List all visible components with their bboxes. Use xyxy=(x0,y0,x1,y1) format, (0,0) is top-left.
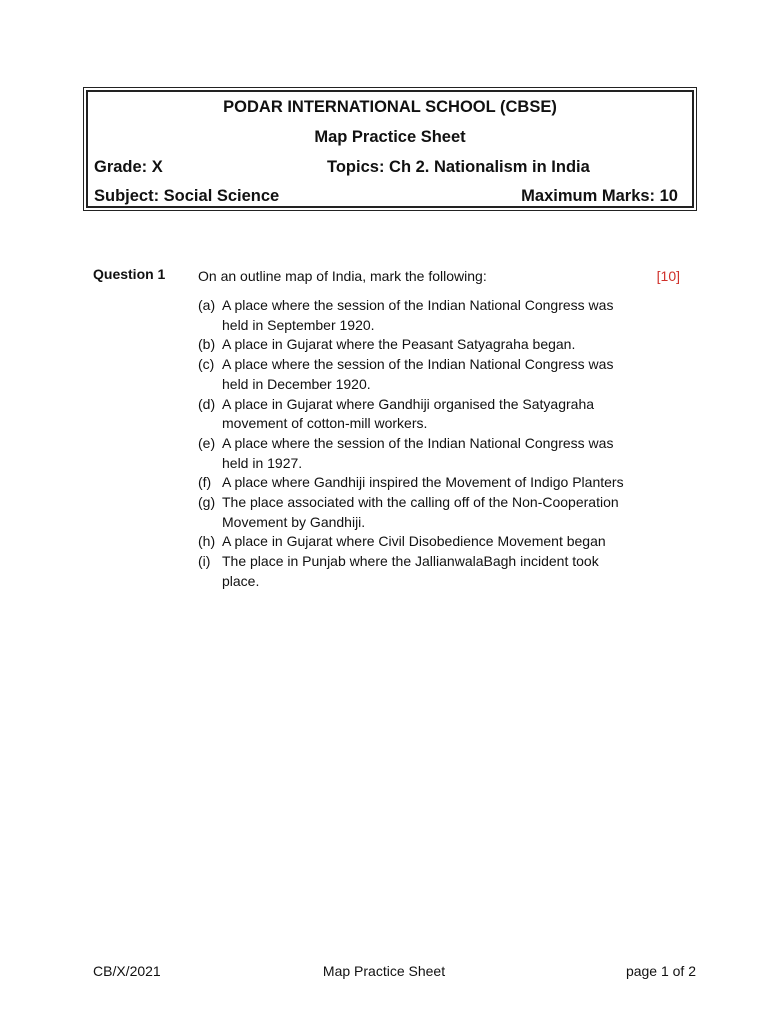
topics-label: Topics: Ch 2. Nationalism in India xyxy=(327,158,590,176)
footer-title: Map Practice Sheet xyxy=(322,963,446,979)
list-item-marker: (h) xyxy=(198,533,216,550)
header-box xyxy=(83,87,697,211)
list-item-marker: (c) xyxy=(198,356,215,373)
subject-label: Subject: Social Science xyxy=(94,187,280,205)
list-item-text: A place where Gandhiji inspired the Movement of Indigo Planters xyxy=(222,474,624,491)
list-item-marker: (b) xyxy=(198,336,216,353)
school-name: PODAR INTERNATIONAL SCHOOL (CBSE) xyxy=(223,98,557,116)
list-item-marker: (i) xyxy=(198,553,211,570)
list-item xyxy=(198,296,638,335)
list-item xyxy=(198,493,638,532)
list-item-text: The place associated with the calling off of the Non-Cooperation Movement by Gandhiji. xyxy=(222,494,619,530)
header-inner-border xyxy=(86,90,694,208)
footer-code: CB/X/2021 xyxy=(93,963,161,979)
list-item-text: A place where the session of the Indian National Congress was held in 1927. xyxy=(222,434,614,471)
list-item-text: A place in Gujarat where Gandhiji organised the Satyagraha movement of cotton-mill workers. xyxy=(222,395,595,432)
list-item-text: A place where the session of the Indian National Congress was held in September 1920. xyxy=(222,297,614,333)
list-item-text: A place where the session of the Indian National Congress was held in December 1920. xyxy=(222,356,614,392)
question-marks: [10] xyxy=(656,268,680,284)
grade-label: Grade: X xyxy=(94,158,163,176)
list-item-marker: (g) xyxy=(198,494,216,511)
sheet-title: Map Practice Sheet xyxy=(314,128,466,146)
list-item xyxy=(198,355,638,394)
list-item xyxy=(198,552,638,591)
list-item xyxy=(198,473,638,493)
question-prompt: On an outline map of India, mark the following: xyxy=(198,268,487,284)
list-item-text: A place in Gujarat where the Peasant Satyagraha began. xyxy=(222,336,576,353)
list-item-marker: (d) xyxy=(198,395,216,412)
question-label: Question 1 xyxy=(93,266,166,282)
list-item xyxy=(198,335,638,355)
list-item-marker: (e) xyxy=(198,434,216,451)
list-item xyxy=(198,532,638,552)
max-marks-label: Maximum Marks: 10 xyxy=(521,187,678,205)
question-item-list xyxy=(198,296,638,592)
list-item-text: The place in Punjab where the JallianwalaBagh incident took place. xyxy=(222,553,599,589)
list-item-marker: (f) xyxy=(198,474,212,491)
list-item xyxy=(198,434,638,473)
list-item xyxy=(198,395,638,434)
list-item-marker: (a) xyxy=(198,297,216,313)
footer-page-number: page 1 of 2 xyxy=(625,963,696,979)
list-item-text: A place in Gujarat where Civil Disobedience Movement began xyxy=(222,533,606,550)
